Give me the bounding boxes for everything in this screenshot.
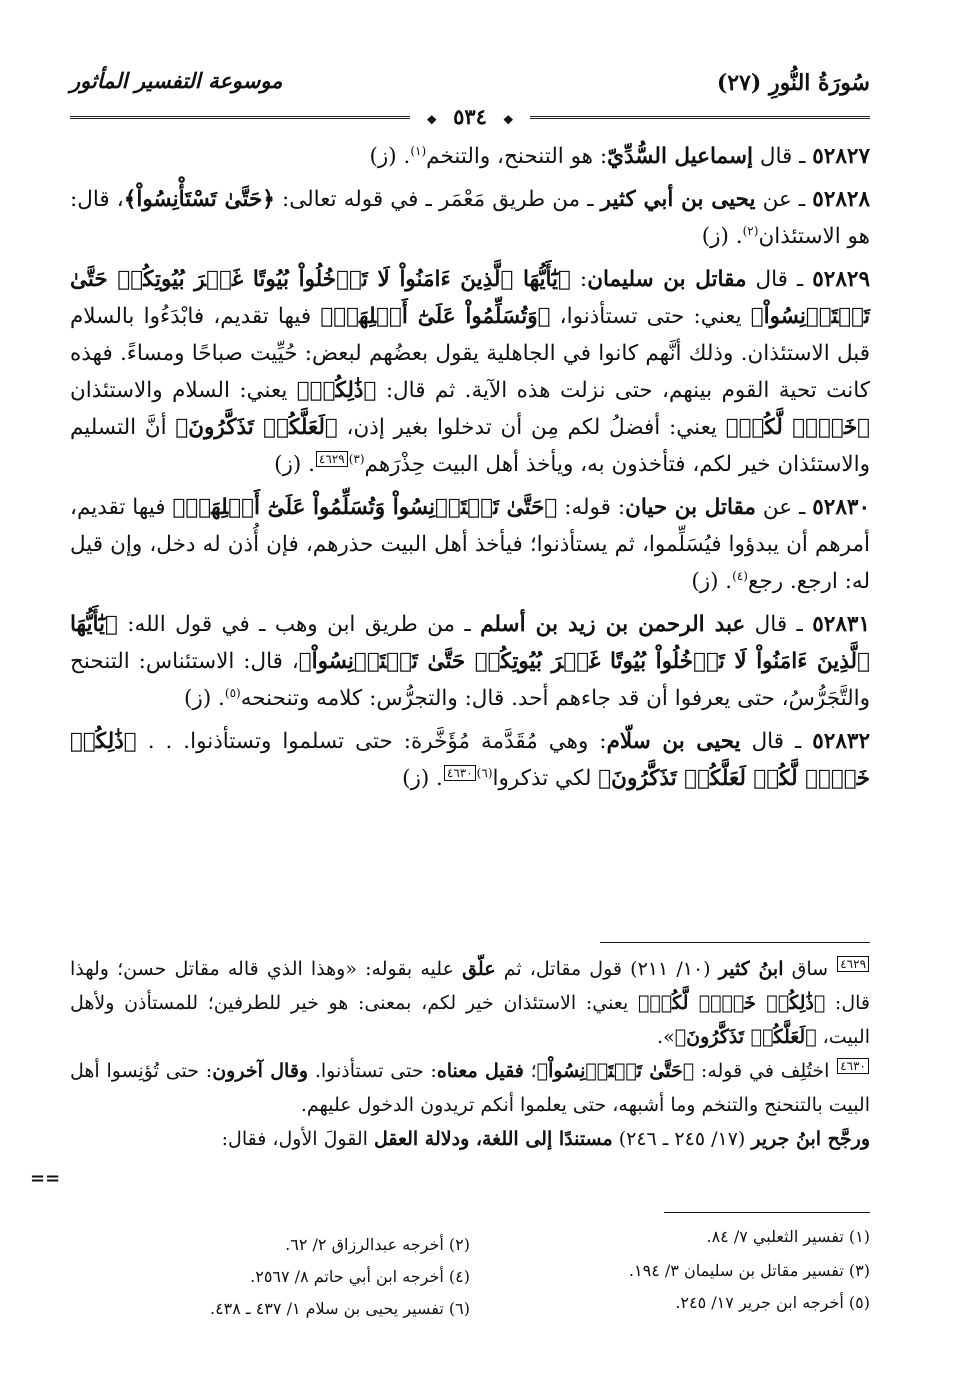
notes-separator [600, 942, 870, 943]
narrator-name: إسماعيل السُّدِّيّ [607, 144, 753, 169]
entry-text: ـ قال [746, 267, 813, 292]
note-bold: مستندًا إلى اللغة، ودلالة العقل [373, 1128, 613, 1150]
note-4630 [70, 1054, 870, 1122]
entry-text: ـ قال [745, 612, 813, 637]
entry-text: فيها تقديم، فابْدَءُوا بالسلام قبل الاستئذان. وذلك أنَّهم كانوا في الجاهلية يقول بعضُهم لبعض: حُيِّيت صباحًا ومساءً. فهذه كانت تحية القوم بينهم، حتى نزلت هذه الآية. ثم قال: [70, 304, 870, 403]
quran-quote: ﴿ذَٰلِكُمۡ﴾ [296, 378, 377, 403]
entry-number: ٥٢٨٣٠ [812, 495, 870, 520]
narrator-name: يحيى بن أبي كثير [600, 187, 756, 212]
entry-end: . (ز) [701, 224, 743, 249]
quran-quote: ﴿لَعَلَّكُمۡ تَذَكَّرُونَ﴾ [175, 415, 338, 440]
note-text: يعني: الاستئذان خير لكم، بمعنى: هو خير للطرفين؛ للمستأذن ولأهل البيت، [70, 992, 870, 1048]
entry-52832 [70, 723, 870, 797]
note-text: : حتى تستأذنوا. [308, 1060, 437, 1082]
narrator-name: مقاتل بن سليمان [587, 267, 747, 292]
entry-text: : وهي مُقَدَّمة مُؤَخَّرة: حتى تسلموا وتستأذنوا. . . [136, 729, 607, 754]
scholar-name: ابنُ كثير [718, 958, 784, 980]
commentary-notes [70, 952, 870, 1156]
entry-text: يعني: حتى تستأذنوا، [550, 304, 751, 329]
quran-quote: ﴿وَتُسَلِّمُواْ عَلَىٰٓ أَهۡلِهَاۚ﴾ [320, 304, 551, 329]
note-text: ساق [783, 958, 837, 980]
note-bold: علّق [462, 958, 496, 980]
continuation-mark: == [30, 1168, 61, 1189]
note-number-tag: ٤٦٣٠ [837, 1058, 869, 1074]
footnote-3: (٣) تفسير مقاتل بن سليمان ٣/ ١٩٤. [628, 1261, 870, 1280]
entry-text: ـ عن [755, 495, 813, 520]
entry-end: . (ز) [402, 766, 443, 791]
note-text: (١٧/ ٢٤٥ ـ ٢٤٦) [612, 1128, 752, 1150]
entry-number: ٥٢٨٢٧ [812, 144, 870, 169]
entry-52830 [70, 489, 870, 600]
entry-text: لكي تذكروا [492, 766, 599, 791]
note-4629 [70, 952, 870, 1054]
note-ref-tag[interactable]: ٤٦٢٩ [316, 451, 348, 467]
footnote-6: (٦) تفسير يحيى بن سلام ١/ ٤٣٧ ـ ٤٣٨. [209, 1299, 470, 1318]
narrator-name: مقاتل بن حيان [625, 495, 756, 520]
entry-52828 [70, 181, 870, 255]
note-number-tag: ٤٦٢٩ [837, 956, 869, 972]
entry-end: . (ز) [274, 452, 315, 477]
quran-quote: ﴿حَتَّىٰ تَسۡتَأۡنِسُواْ وَتُسَلِّمُواْ عَلَىٰٓ أَهۡلِهَاۚ﴾ [172, 495, 558, 520]
entry-text: أنَّ التسليم والاستئذان خير لكم، فتأخذون به، ويأخذ أهل البيت حِذْرَهم [70, 415, 870, 477]
footnote-ref[interactable]: (٦) [476, 765, 493, 780]
entry-text: ـ عن [755, 187, 813, 212]
note-text: القولَ الأول، فقال: [221, 1128, 374, 1150]
entry-text: ـ قال [740, 729, 813, 754]
entry-text: ـ من طريق مَعْمَر ـ في قوله تعالى: [274, 187, 601, 212]
footnote-1: (١) تفسير الثعلبي ٧/ ٨٤. [706, 1227, 870, 1246]
main-text [70, 138, 870, 803]
page-number-wrap [70, 104, 870, 129]
entry-52829 [70, 261, 870, 483]
entry-52827 [70, 138, 870, 175]
scholar-name: ورجَّح ابنُ جرير [751, 1128, 870, 1150]
note-text: : حتى تُؤنِسوا أهل البيت بالتنحنح والتنخم وما أشبهه، حتى يعلموا أنكم تريدون الدخول عليهم. [70, 1060, 870, 1116]
footnote-ref[interactable]: (٥) [224, 685, 241, 700]
narrator-name: يحيى بن سلّام [606, 729, 741, 754]
quran-quote: ﴿لَعَلَّكُمۡ تَذَكَّرُونَ﴾ [674, 1026, 817, 1048]
note-text: اختُلِف في قوله: [694, 1060, 837, 1082]
entry-number: ٥٢٨٣١ [812, 612, 870, 637]
note-ref-tag[interactable]: ٤٦٣٠ [444, 765, 476, 781]
entry-text: يعني: السلام والاستئذان [70, 378, 297, 403]
footnote-ref[interactable]: (٢) [742, 223, 759, 238]
note-bold: وقال آخرون [212, 1060, 309, 1082]
entry-number: ٥٢٨٢٨ [812, 187, 871, 212]
quran-quote: ﴿حَتَّىٰ تَسۡتَأۡنِسُواْ﴾ [536, 1060, 695, 1082]
quran-quote: ﴿يَٰٓأَيُّهَا ٱلَّذِينَ ءَامَنُواْ لَا تَدۡخُلُواْ بُيُوتًا غَيۡرَ بُيُوتِكُمۡ حَتَّىٰ تَسۡتَأۡنِسُواْ﴾ [70, 612, 870, 674]
note-tarjih [70, 1122, 870, 1156]
page-number-text: ٥٣٤ [447, 104, 493, 129]
entry-text: : [570, 267, 588, 292]
footnote-ref[interactable]: (١) [410, 143, 427, 158]
quran-quote: ﴿يَٰٓأَيُّهَا ٱلَّذِينَ ءَامَنُواْ لَا تَدۡخُلُواْ بُيُوتًا غَيۡرَ بُيُوتِكُمۡ حَتَّىٰ تَسۡتَأۡنِسُواْ﴾ [70, 267, 870, 329]
book-title: موسوعة التفسير المأثور [70, 68, 283, 93]
footnote-4: (٤) أخرجه ابن أبي حاتم ٨/ ٢٥٦٧. [250, 1267, 470, 1286]
entry-52831 [70, 606, 870, 717]
quran-quote: ﴿حَتَّىٰ تَسْتَأْنِسُواْ﴾ [123, 187, 275, 212]
entry-end: . (ز) [369, 144, 411, 169]
quran-quote: ﴿ذَٰلِكُمۡ خَيۡرٞ لَّكُمۡ لَعَلَّكُمۡ تَذَكَّرُونَ﴾ [70, 729, 870, 791]
entry-text: ، قال: الاستئناس: التنحنح والتَّجَرُّسُ، حتى يعرفوا أن قد جاءهم أحد. قال: والتجرُّس: كلامه وتنحنحه [70, 649, 870, 711]
footnote-ref[interactable]: (٣) [348, 451, 365, 466]
quran-quote: ﴿خَيۡرٞ لَّكُمۡ﴾ [725, 415, 871, 440]
quran-quote: ﴿ذَٰلِكُمۡ خَيۡرٞ لَّكُمۡ﴾ [637, 992, 826, 1014]
note-text: ». [657, 1026, 675, 1048]
surah-title: سُورَةُ النُّورِ (٢٧) [716, 70, 870, 96]
entry-text: ـ قال [752, 144, 813, 169]
footnote-ref[interactable]: (٤) [732, 568, 748, 583]
page-header [70, 64, 870, 129]
entry-number: ٥٢٨٣٢ [812, 729, 870, 754]
note-bold: فقيل معناه [436, 1060, 524, 1082]
footnote-2: (٢) أخرجه عبدالرزاق ٢/ ٦٢. [285, 1235, 470, 1254]
footnote-5: (٥) أخرجه ابن جرير ١٧/ ٢٤٥. [675, 1293, 870, 1312]
ornament-icon: ❖ [420, 113, 443, 127]
page-number [410, 104, 529, 129]
note-text: عليه بقوله: «وهذا الذي قاله مقاتل حسن؛ ولهذا قال: [70, 958, 871, 1014]
entry-end: . (ز) [184, 686, 225, 711]
entry-text: ، قال: هو الاستئذان [70, 187, 870, 249]
entry-text: : هو التنحنح، والتنخم [426, 144, 608, 169]
narrator-name: عبد الرحمن بن زيد بن أسلم [480, 612, 746, 637]
entry-end: . (ز) [691, 569, 733, 594]
entry-number: ٥٢٨٢٩ [812, 267, 870, 292]
entry-text: فيها تقديم، أمرهم أن يبدؤوا فيُسَلِّموا، ثم يستأذنوا؛ فيأخذ أهل البيت حذرهم، فإن أُذن له دخل، وإن قيل له: ارجع. رجع [70, 495, 870, 594]
note-text: (١٠/ ٢١١) قول مقاتل، ثم [495, 958, 719, 980]
footnotes-separator [664, 1212, 870, 1213]
note-text: ؛ [523, 1060, 537, 1082]
ornament-icon: ❖ [497, 113, 520, 127]
entry-text: يعني: أفضلُ لكم مِن أن تدخلوا بغير إذن، [337, 415, 726, 440]
entry-text: : قوله: [557, 495, 626, 520]
entry-text: ـ من طريق ابن وهب ـ في قول الله: [117, 612, 481, 637]
